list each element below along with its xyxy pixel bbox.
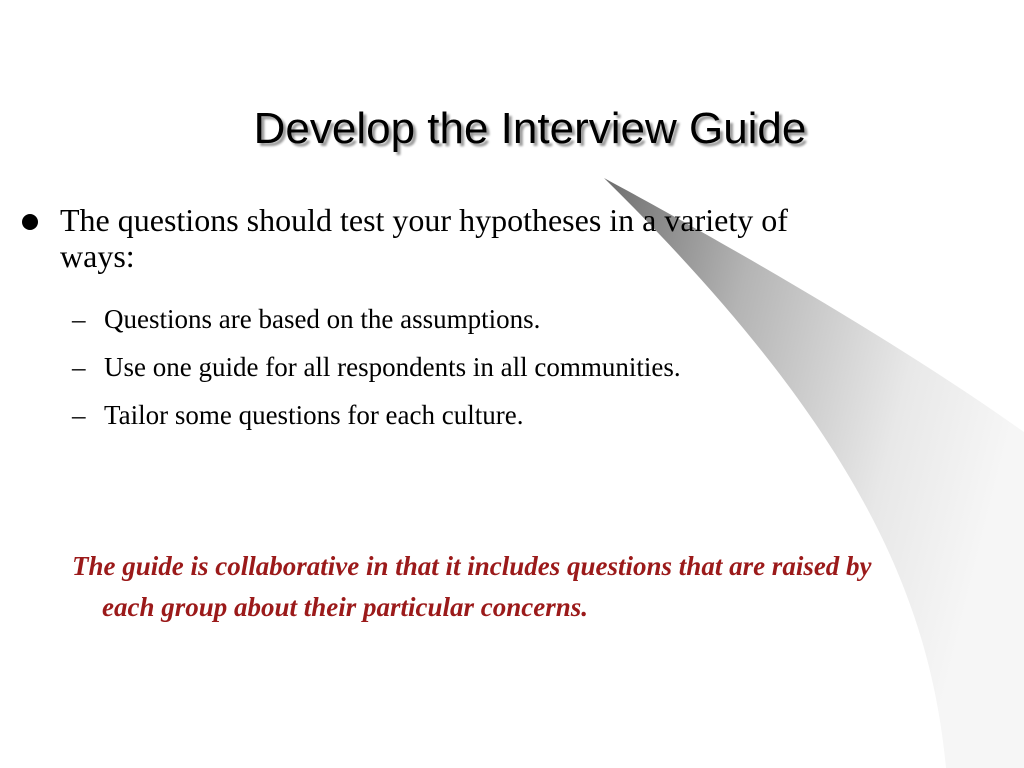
sub-bullet-text: Questions are based on the assumptions. [104, 304, 541, 334]
dash-icon: – [72, 304, 86, 334]
bullet-dot-icon [22, 214, 38, 230]
page-title: Develop the Interview Guide [253, 104, 807, 153]
sub-bullet-text: Use one guide for all respondents in all communities. [104, 352, 681, 382]
collaboration-note: The guide is collaborative in that it includes questions that are raised by each group about their particular concerns. [72, 551, 872, 622]
sub-bullet-text: Tailor some questions for each culture. [104, 400, 524, 430]
main-bullet-text: The questions should test your hypotheses in a variety of ways: [60, 202, 788, 274]
dash-icon: – [72, 400, 86, 430]
dash-icon: – [72, 352, 86, 382]
